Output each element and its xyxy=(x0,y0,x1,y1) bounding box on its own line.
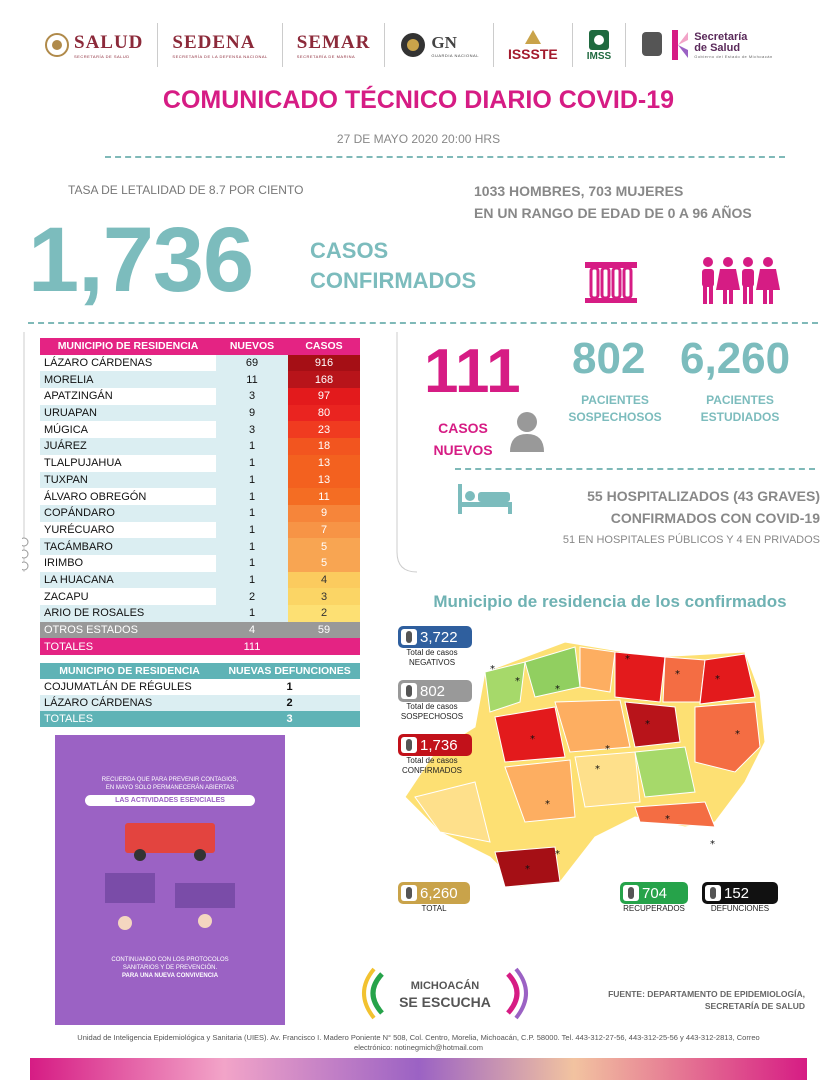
svg-text:*: * xyxy=(530,734,535,745)
table-row: TACÁMBARO 1 5 xyxy=(40,538,360,555)
table-row: COPÁNDARO 1 9 xyxy=(40,505,360,522)
escucha-logo-text: MICHOACÁN SE ESCUCHA xyxy=(399,980,491,1010)
logo-issste: ISSSTE xyxy=(494,23,573,67)
test-tubes-icon xyxy=(585,258,637,304)
legend-confirmed: 1,736 Total de casos CONFIRMADOS xyxy=(398,734,472,776)
svg-text:*: * xyxy=(595,764,600,775)
legend-total: 6,260 TOTAL xyxy=(398,882,470,914)
michoacan-seal-icon xyxy=(640,30,664,60)
table-row: URUAPAN 9 80 xyxy=(40,405,360,422)
hospitalized-info: 55 HOSPITALIZADOS (43 GRAVES) CONFIRMADOS CON COVID-19 51 EN HOSPITALES PÚBLICOS Y 4 EN PRIVADOS xyxy=(562,488,820,546)
person-icon xyxy=(401,629,417,645)
person-icon xyxy=(508,410,546,452)
deaths-table xyxy=(40,663,360,727)
map-title: Municipio de residencia de los confirmados xyxy=(433,592,787,611)
divider xyxy=(105,156,785,158)
svg-text:*: * xyxy=(525,864,530,875)
logo-secretaria-salud: Secretaría de Salud Gobierno del Estado de Michoacán xyxy=(626,23,786,67)
person-icon xyxy=(401,683,417,699)
confirmed-count: 1,736 xyxy=(28,209,254,311)
svg-text:*: * xyxy=(735,729,740,740)
table-row: IRIMBO 1 5 xyxy=(40,555,360,572)
col-header: CASOS xyxy=(288,338,360,355)
table-row: ÁLVARO OBREGÓN 1 11 xyxy=(40,488,360,505)
suspect-count: 802 xyxy=(572,334,646,383)
page-title: COMUNICADO TÉCNICO DIARIO COVID-19 xyxy=(162,86,675,114)
other-states-row: OTROS ESTADOS 4 59 xyxy=(40,622,360,639)
svg-text:*: * xyxy=(625,654,630,665)
studied-label: PACIENTES ESTUDIADOS xyxy=(700,393,780,424)
svg-text:*: * xyxy=(715,674,720,685)
legend-recovered: 704 RECUPERADOS xyxy=(620,882,688,914)
decorative-bottom-bar xyxy=(30,1058,807,1080)
imss-icon xyxy=(588,29,610,51)
new-cases-count: 111 xyxy=(424,337,521,406)
table-row: ZACAPU 2 3 xyxy=(40,588,360,605)
svg-text:*: * xyxy=(605,744,610,755)
hospital-bed-icon xyxy=(456,482,514,516)
people-icon xyxy=(623,885,639,901)
col-header: NUEVOS xyxy=(216,338,288,355)
eagle-seal-icon xyxy=(44,32,70,58)
table-row: COJUMATLÁN DE RÉGULES 1 xyxy=(44,681,293,693)
table-row: LÁZARO CÁRDENAS 69 916 xyxy=(40,355,360,372)
table-row: TLALPUJAHUA 1 13 xyxy=(40,455,360,472)
logo-sedena: SEDENA SECRETARÍA DE LA DEFENSA NACIONAL xyxy=(158,23,282,67)
report-date: 27 DE MAYO 2020 20:00 HRS xyxy=(336,132,501,146)
svg-text:*: * xyxy=(645,719,650,730)
totals-row: TOTALES 3 xyxy=(40,711,360,727)
demographics: 1033 HOMBRES, 703 MUJERES EN UN RANGO DE EDAD DE 0 A 96 AÑOS xyxy=(474,183,752,221)
issste-icon xyxy=(523,28,543,46)
gn-seal-icon xyxy=(399,31,427,59)
header-logos xyxy=(30,20,810,70)
table-row: APATZINGÁN 3 97 xyxy=(40,388,360,405)
table-row: LA HUACANA 1 4 xyxy=(40,572,360,589)
studied-count: 6,260 xyxy=(680,334,791,383)
svg-text:*: * xyxy=(490,664,495,675)
svg-text:*: * xyxy=(555,849,560,860)
table-row: MORELIA 11 168 xyxy=(40,371,360,388)
logo-imss: IMSS xyxy=(573,23,626,67)
person-icon xyxy=(705,885,721,901)
logo-salud: SALUD SECRETARÍA DE SALUD xyxy=(30,23,158,67)
new-cases-label: CASOS NUEVOS xyxy=(433,420,493,458)
col-header: NUEVAS DEFUNCIONES xyxy=(219,663,360,679)
k-logo-icon xyxy=(670,28,690,62)
table-row: TUXPAN 1 13 xyxy=(40,472,360,489)
svg-text:*: * xyxy=(515,676,520,687)
svg-text:*: * xyxy=(545,799,550,810)
footer-contact: Unidad de Inteligencia Epidemiológica y Sanitaria (UIES). Av. Francisco I. Madero Poniente N° 508, Col. Centro, Morelia, Michoacán, C.P. 58000. Tel. 443-312-27-56, 443-312-25-56 y 443-312-2813, Correo electrónico: notinegmich@hotmail.com xyxy=(77,1033,760,1052)
legend-deaths: 152 DEFUNCIONES xyxy=(702,882,778,914)
totals-row: TOTALES 111 xyxy=(40,638,360,655)
svg-text:*: * xyxy=(675,669,680,680)
essential-activities-poster: RECUERDA QUE PARA PREVENIR CONTAGIOS, EN MAYO SOLO PERMANECERÁN ABIERTAS LAS ACTIVIDADES ESENCIALES CONTINUANDO CON LOS PROTOCOLOS SANITARIOS Y DE PREVENCIÓN. PARA UNA NUEVA CONVIVENCIA xyxy=(55,735,285,1025)
table-row: LÁZARO CÁRDENAS 2 xyxy=(40,695,360,711)
table-row: JUÁREZ 1 18 xyxy=(40,438,360,455)
logo-gn: GN GUARDIA NACIONAL xyxy=(385,23,494,67)
people-icon xyxy=(401,885,417,901)
svg-text:*: * xyxy=(555,684,560,695)
table-row: ARIO DE ROSALES 1 2 xyxy=(40,605,360,622)
decorative-border xyxy=(22,322,422,582)
confirmed-label: CASOS CONFIRMADOS xyxy=(310,238,477,293)
legend-negatives: 3,722 Total de casos NEGATIVOS xyxy=(398,626,472,668)
divider xyxy=(455,468,815,470)
logo-semar: SEMAR SECRETARÍA DE MARINA xyxy=(283,23,386,67)
person-icon xyxy=(401,737,417,753)
table-row: YURÉCUARO 1 7 xyxy=(40,522,360,539)
legend-suspects: 802 Total de casos SOSPECHOSOS xyxy=(398,680,472,722)
source-note: FUENTE: DEPARTAMENTO DE EPIDEMIOLOGÍA, SECRETARÍA DE SALUD xyxy=(608,989,805,1011)
essential-workers-illustration xyxy=(85,813,255,943)
svg-text:*: * xyxy=(710,839,715,850)
lethality-rate: TASA DE LETALIDAD DE 8.7 POR CIENTO xyxy=(68,183,304,197)
suspect-label: PACIENTES SOSPECHOSOS xyxy=(568,393,662,424)
col-header: MUNICIPIO DE RESIDENCIA xyxy=(40,663,219,679)
table-row: MÚGICA 3 23 xyxy=(40,421,360,438)
people-icon xyxy=(698,256,780,306)
svg-text:*: * xyxy=(665,814,670,825)
col-header: MUNICIPIO DE RESIDENCIA xyxy=(40,338,216,355)
